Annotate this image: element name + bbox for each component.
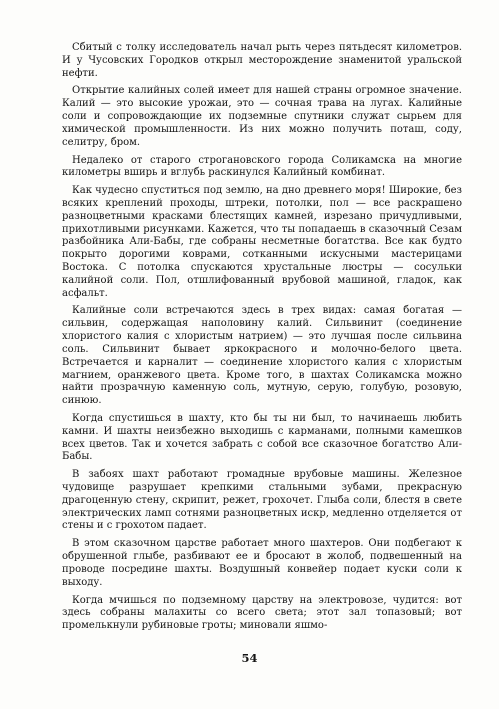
body-text xyxy=(62,42,462,638)
paragraph-3: Недалеко от старого строгановского города Соликамска на многие километры вширь и вглубь раскинулся Калийный комбинат. xyxy=(62,154,462,179)
paragraph-5: Калийные соли встречаются здесь в трех видах: самая богатая — сильвин, содержащая наполовину калий. Сильвинит (соединение хлористого калия с хлористым натрием) — это лучшая после сильвина соль. Сильвинит бывает яркокрасного и молочно-белого цвета. Встречается и карналит — соединение хлористого калия с хлористым магнием, оранжевого цвета. Кроме того, в шахтах Соликамска можно найти прозрачную каменную соль, мутную, серую, голубую, розовую, синюю. xyxy=(62,305,462,407)
paragraph-2: Открытие калийных солей имеет для нашей страны огромное значение. Калий — это высокие урожаи, это — сочная трава на лугах. Калийные соли и сопровождающие их подземные спутники служат сырьем для химической промышленности. Из них можно получить поташ, соду, селитру, бром. xyxy=(62,85,462,148)
paragraph-9: Когда мчишься по подземному царству на электровозе, чудится: вот здесь собраны малахиты со всего света; этот зал топазовый; вот промелькнули рубиновые гроты; миновали яшмо- xyxy=(62,594,462,632)
paragraph-8: В этом сказочном царстве работает много шахтеров. Они подбегают к обрушенной глыбе, разбивают ее и бросают в жолоб, подвешенный на проводе посредине шахты. Воздушный конвейер подает куски соли к выходу. xyxy=(62,538,462,588)
paragraph-1: Сбитый с толку исследователь начал рыть через пятьдесят километров. И у Чусовских Городков открыл месторождение знаменитой уральской нефти. xyxy=(62,42,462,79)
paragraph-4: Как чудесно спуститься под землю, на дно древнего моря! Широкие, без всяких креплений проходы, штреки, потолки, пол — все раскрашено разноцветными красками блестящих камней, изрезано причудливыми, прихотливыми рисунками. Кажется, что ты попадаешь в сказочный Сезам разбойника Али-Бабы, где собраны несметные богатства. Все как будто покрыто дорогими коврами, сотканными искусными мастерицами Востока. С потолка спускаются хрустальные люстры — сосульки калийной соли. Пол, отшлифованный врубовой машиной, гладок, как асфальт. xyxy=(62,185,462,299)
paragraph-7: В забоях шахт работают громадные врубовые машины. Железное чудовище разрушает крепкими стальными зубами, прекрасную драгоценную стену, скрипит, режет, грохочет. Глыба соли, блестя в свете электрических ламп сотнями разноцветных искр, медленно отделяется от стены и с грохотом падает. xyxy=(62,469,462,532)
page-number: 54 xyxy=(241,651,258,665)
paragraph-6: Когда спустишься в шахту, кто бы ты ни был, то начинаешь любить камни. И шахты неизбежно выходишь с карманами, полными камешков всех цветов. Так и хочется забрать с собой все сказочное богатство Али-Бабы. xyxy=(62,412,462,463)
